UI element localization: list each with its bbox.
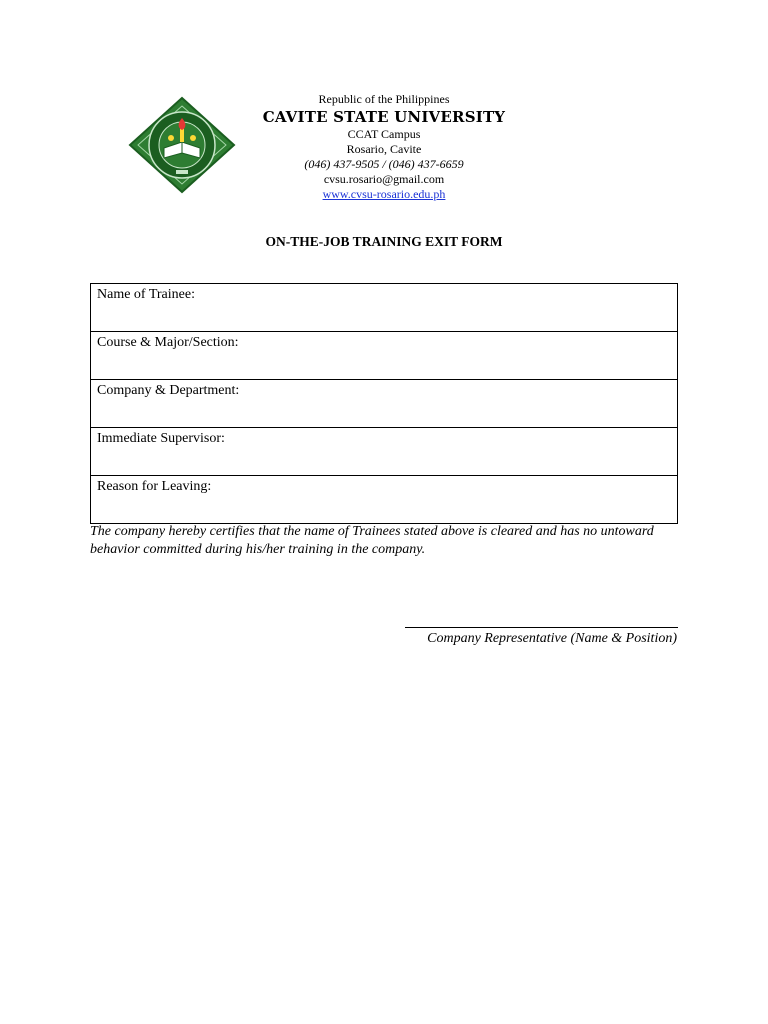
- table-row: [91, 380, 678, 428]
- certification-text: The company hereby certifies that the name of Trainees stated above is cleared and has no untoward behavior committed during his/her training in the company.: [90, 524, 654, 557]
- signature-label: Company Representative (Name & Position): [427, 631, 677, 646]
- email-text: cvsu.rosario@gmail.com: [323, 172, 445, 186]
- field-immediate-supervisor[interactable]: Immediate Supervisor:: [91, 428, 678, 476]
- website-link[interactable]: www.cvsu-rosario.edu.ph: [322, 187, 446, 201]
- field-course-major-section[interactable]: Course & Major/Section:: [91, 332, 678, 380]
- field-company-department[interactable]: Company & Department:: [91, 380, 678, 428]
- table-row: [91, 476, 678, 524]
- signature-line[interactable]: [405, 627, 678, 628]
- cvsu-seal-icon: [128, 96, 236, 194]
- campus-text: CCAT Campus: [347, 127, 421, 141]
- republic-text: Republic of the Philippines: [318, 92, 450, 106]
- table-row: [91, 428, 678, 476]
- table-row: [91, 332, 678, 380]
- field-name-of-trainee[interactable]: Name of Trainee:: [91, 284, 678, 332]
- phone-text: (046) 437-9505 / (046) 437-6659: [304, 157, 464, 171]
- location-text: Rosario, Cavite: [346, 142, 422, 156]
- field-reason-for-leaving[interactable]: Reason for Leaving:: [91, 476, 678, 524]
- form-title: ON-THE-JOB TRAINING EXIT FORM: [265, 234, 503, 249]
- exit-form-table: [90, 283, 678, 524]
- university-name: CAVITE STATE UNIVERSITY: [262, 108, 506, 126]
- table-row: [91, 284, 678, 332]
- letterhead: [250, 92, 518, 202]
